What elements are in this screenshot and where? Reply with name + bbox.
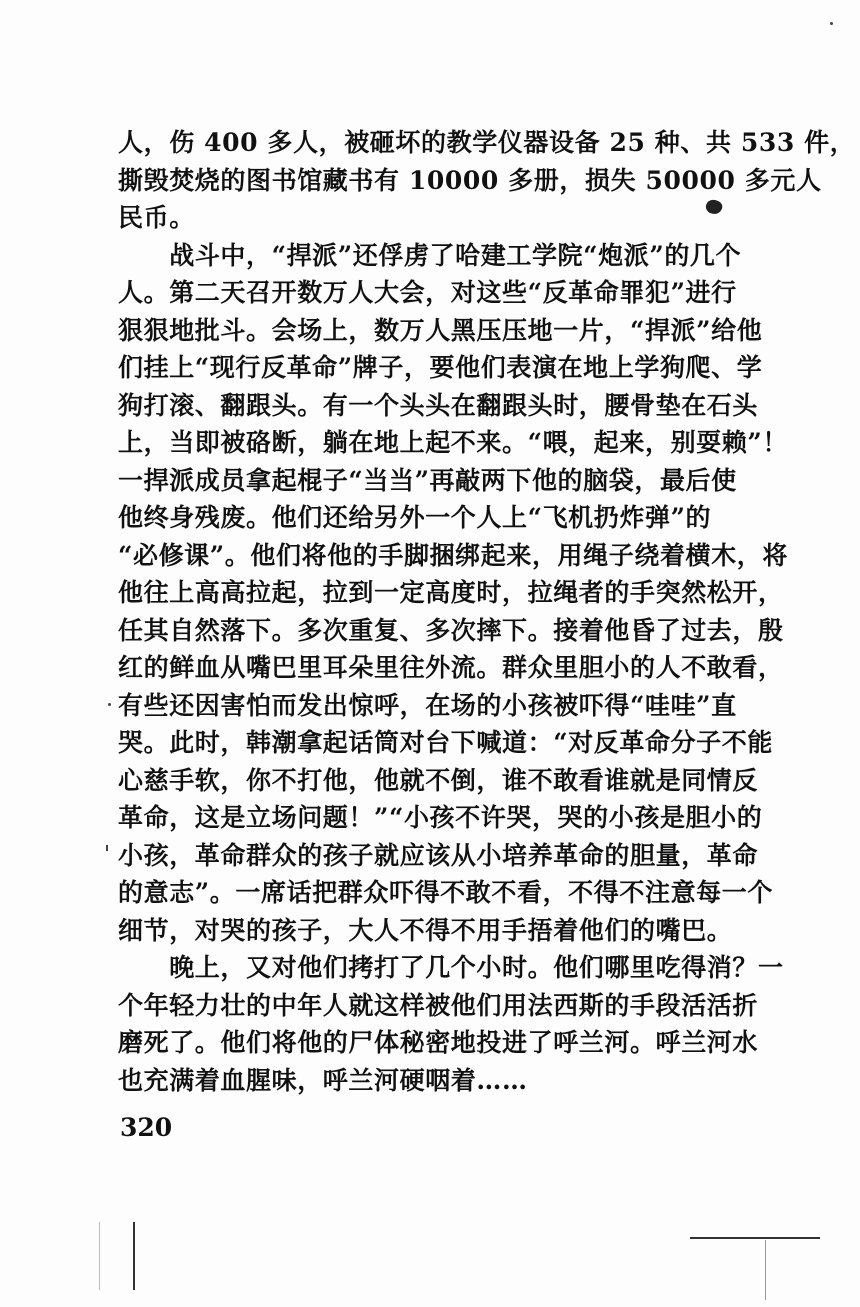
text-line: 任其自然落下。多次重复、多次摔下。接着他昏了过去，殷 bbox=[118, 615, 784, 645]
text-line: 狗打滚、翻跟头。有一个头头在翻跟头时，腰骨垫在石头 bbox=[118, 390, 759, 420]
scan-dot bbox=[106, 845, 108, 851]
scan-edge-line-bottom bbox=[690, 1237, 820, 1239]
text-line: 也充满着血腥味，呼兰河硬咽着…… bbox=[118, 1065, 528, 1095]
text-line: 有些还因害怕而发出惊呼，在场的小孩被吓得“哇哇”直 bbox=[118, 690, 737, 720]
text-line: 哭。此时，韩潮拿起话筒对台下喊道：“对反革命分子不能 bbox=[118, 728, 773, 757]
page-number: 320 bbox=[120, 1113, 173, 1142]
text-line: 一捍派成员拿起棍子“当当”再敲两下他的脑袋，最后使 bbox=[118, 465, 737, 495]
text-line: “必修课”。他们将他的手脚捆绑起来，用绳子绕着横木，将 bbox=[118, 540, 788, 570]
text-line: 狠狠地批斗。会场上，数万人黑压压地一片，“捍派”给他 bbox=[118, 315, 763, 345]
scan-edge-line-right bbox=[765, 1240, 766, 1300]
text-line: 磨死了。他们将他的尸体秘密地投进了呼兰河。呼兰河水 bbox=[118, 1028, 759, 1057]
text-line: 上，当即被硌断，躺在地上起不来。“喂，起来，别耍赖”！ bbox=[118, 428, 788, 457]
scan-edge-line-left-faint bbox=[99, 1222, 100, 1290]
text-line: 民币。 bbox=[118, 203, 195, 232]
text-line: 心慈手软，你不打他，他就不倒，谁不敢看谁就是同情反 bbox=[118, 765, 759, 795]
text-line: 他往上高高拉起，拉到一定高度时，拉绳者的手突然松开， bbox=[118, 578, 784, 607]
text-line: 红的鲜血从嘴巴里耳朵里往外流。群众里胆小的人不敢看， bbox=[118, 653, 784, 682]
text-line: 革命，这是立场问题！”“小孩不许哭，哭的小孩是胆小的 bbox=[118, 803, 763, 832]
text-line: 小孩，革命群众的孩子就应该从小培养革命的胆量，革命 bbox=[118, 840, 759, 870]
text-line: 们挂上“现行反革命”牌子，要他们表演在地上学狗爬、学 bbox=[118, 353, 763, 382]
scan-dot bbox=[108, 703, 111, 706]
text-line: 晚上，又对他们拷打了几个小时。他们哪里吃得消？一 bbox=[118, 953, 784, 982]
text-line: 个年轻力壮的中年人就这样被他们用法西斯的手段活活折 bbox=[118, 990, 759, 1020]
text-line: 的意志”。一席话把群众吓得不敢不看，不得不注意每一个 bbox=[118, 878, 773, 907]
text-line: 他终身残废。他们还给另外一个人上“飞机扔炸弹”的 bbox=[118, 503, 712, 532]
scan-edge-line-left bbox=[133, 1222, 135, 1290]
text-line: 细节，对哭的孩子，大人不得不用手捂着他们的嘴巴。 bbox=[118, 915, 733, 945]
body-text bbox=[118, 124, 856, 1099]
text-line: 人，伤 400 多人，被砸坏的教学仪器设备 25 种、共 533 件， bbox=[118, 128, 856, 157]
scan-dot bbox=[830, 22, 833, 25]
text-line: 人。第二天召开数万人大会，对这些“反革命罪犯”进行 bbox=[118, 278, 737, 307]
text-line: 撕毁焚烧的图书馆藏书有 10000 多册，损失 50000 多元人 bbox=[118, 165, 822, 195]
text-line: 战斗中，“捍派”还俘虏了哈建工学院“炮派”的几个 bbox=[118, 240, 742, 270]
